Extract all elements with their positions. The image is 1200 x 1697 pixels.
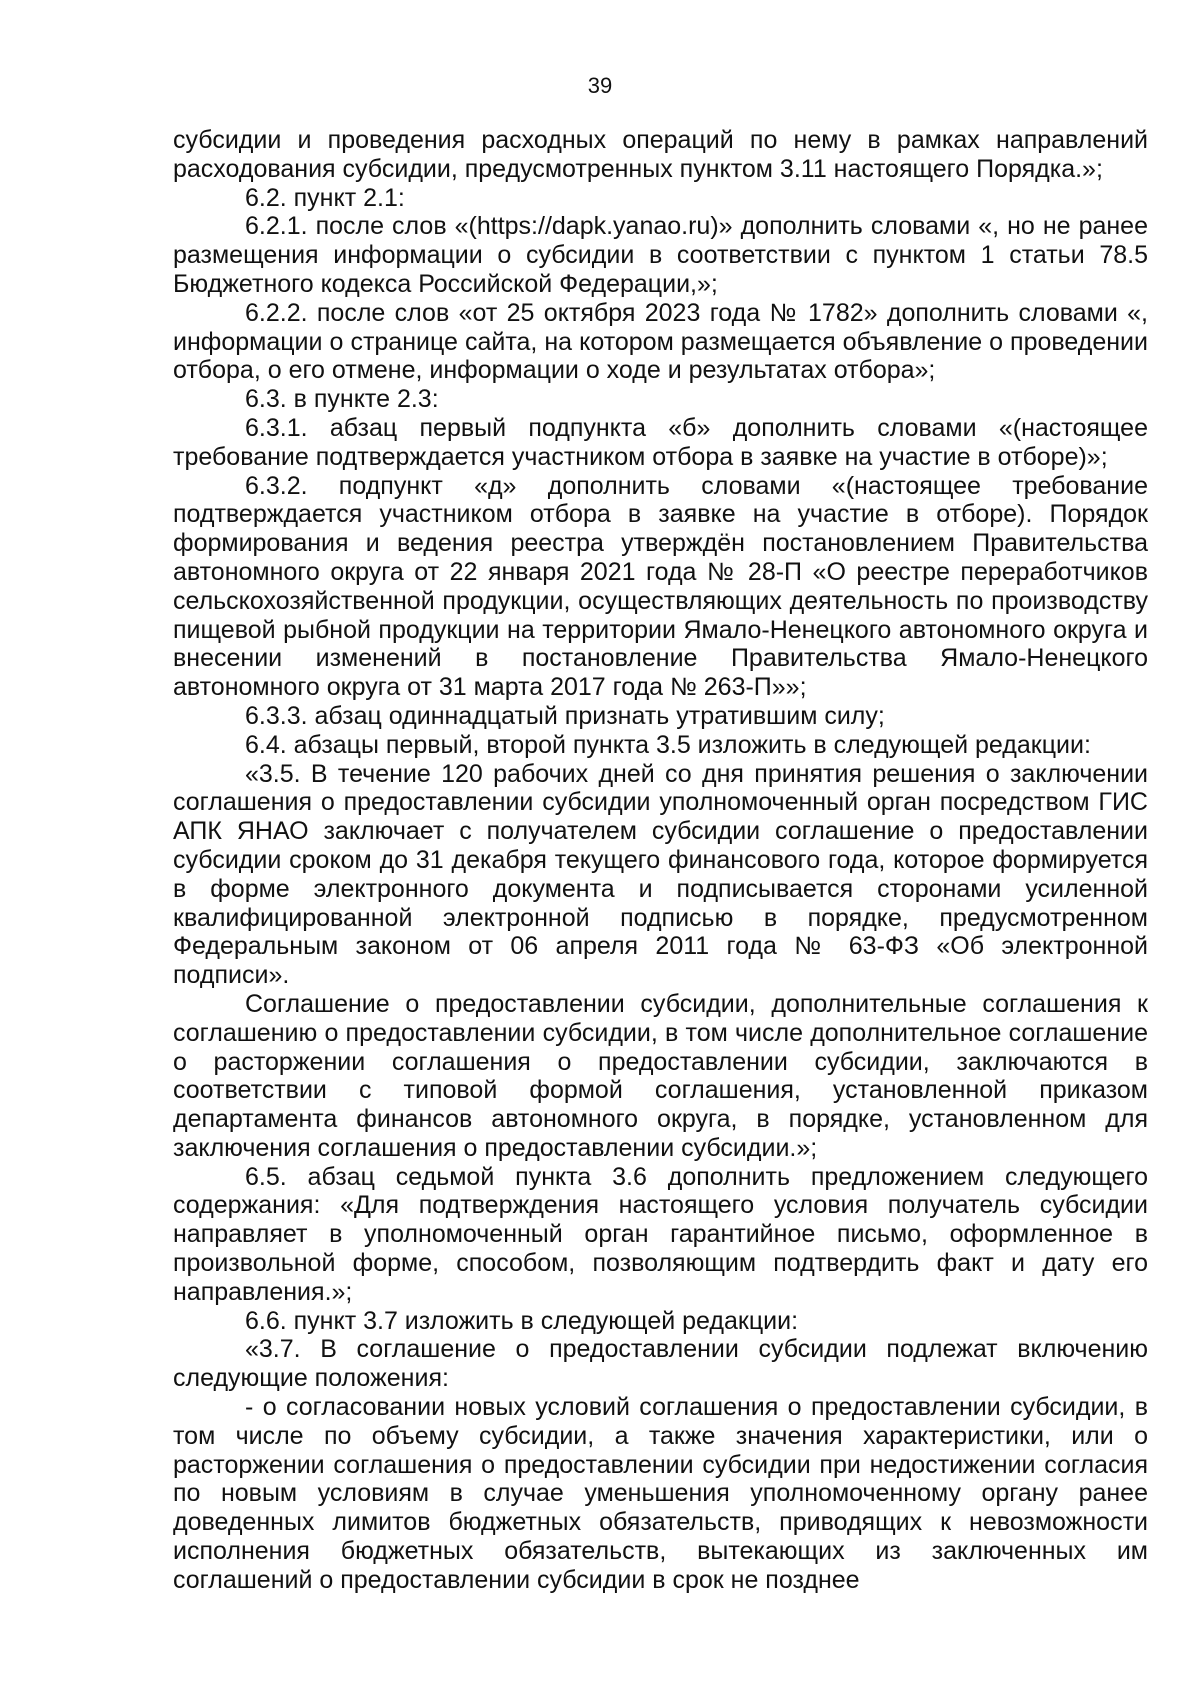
paragraph-6-3-2: 6.3.2. подпункт «д» дополнить словами «(настоящее требование подтверждается участником отбора в заявке на участие в отборе). Порядок формирования и ведения реестра утверждён постановлением Правительства автономного округа от 22 января 2021 года № 28-П «О реестре переработчиков сельскохозяйственной продукции, осуществляющих деятельность по производству пищевой рыбной продукции на территории Ямало-Ненецкого автономного округа и внесении изменений в постановление Правительства Ямало-Ненецкого автономного округа от 31 марта 2017 года № 263-П»»;	[173, 471, 1148, 702]
paragraph-3-5: «3.5. В течение 120 рабочих дней со дня принятия решения о заключении соглашения о предоставлении субсидии уполномоченный орган посредством ГИС АПК ЯНАО заключает с получателем субсидии соглашение о предоставлении субсидии сроком до 31 декабря текущего финансового года, которое формируется в форме электронного документа и подписывается сторонами усиленной квалифицированной электронной подписью в порядке, предусмотренном Федеральным законом от 06 апреля 2011 года № 63-ФЗ «Об электронной подписи».	[173, 759, 1148, 990]
paragraph-6-2-1: 6.2.1. после слов «(https://dapk.yanao.ru)» дополнить словами «, но не ранее размещения информации о субсидии в соответствии с пунктом 1 статьи 78.5 Бюджетного кодекса Российской Федерации,»;	[173, 212, 1148, 298]
paragraph-6-2: 6.2. пункт 2.1:	[245, 183, 405, 212]
paragraph-6-2-2: 6.2.2. после слов «от 25 октября 2023 года № 1782» дополнить словами «, информации о странице сайта, на котором размещается объявление о проведении отбора, о его отмене, информации о ходе и результатах отбора»;	[173, 298, 1148, 385]
paragraph-6-5: 6.5. абзац седьмой пункта 3.6 дополнить предложением следующего содержания: «Для подтверждения настоящего условия получатель субсидии направляет в уполномоченный орган гарантийное письмо, оформленное в произвольной форме, способом, позволяющим подтвердить факт и дату его направления.»;	[173, 1162, 1148, 1306]
paragraph-3-7: «3.7. В соглашение о предоставлении субсидии подлежат включению следующие положения:	[173, 1335, 1148, 1393]
paragraph-6-3: 6.3. в пункте 2.3:	[245, 385, 439, 414]
paragraph-6-3-3: 6.3.3. абзац одиннадцатый признать утратившим силу;	[245, 701, 885, 730]
paragraph-6-6: 6.6. пункт 3.7 изложить в следующей редакции:	[245, 1306, 799, 1335]
page-number: 39	[587, 73, 613, 98]
paragraph-list-item: - о согласовании новых условий соглашения о предоставлении субсидии, в том числе по объему субсидии, а также значения характеристики, или о расторжении соглашения о предоставлении субсидии при недостижении согласия по новым условиям в случае уменьшения уполномоченному органу ранее доведенных лимитов бюджетных обязательств, приводящих к невозможности исполнения бюджетных обязательств, вытекающих из заключенных им соглашений о предоставлении субсидии в срок не позднее	[173, 1393, 1148, 1594]
paragraph-6-4: 6.4. абзацы первый, второй пункта 3.5 изложить в следующей редакции:	[245, 730, 1091, 759]
document-body	[173, 126, 1148, 1595]
paragraph-6-3-1: 6.3.1. абзац первый подпункта «б» дополнить словами «(настоящее требование подтверждается участником отбора в заявке на участие в отборе)»;	[173, 413, 1148, 471]
paragraph-continuation: субсидии и проведения расходных операций по нему в рамках направлений расходования субсидии, предусмотренных пунктом 3.11 настоящего Порядка.»;	[173, 126, 1148, 183]
paragraph-agreement: Соглашение о предоставлении субсидии, дополнительные соглашения к соглашению о предоставлении субсидии, в том числе дополнительное соглашение о расторжении соглашения о предоставлении субсидии, заключаются в соответствии с типовой формой соглашения, установленной приказом департамента финансов автономного округа, в порядке, установленном для заключения соглашения о предоставлении субсидии.»;	[173, 989, 1148, 1162]
